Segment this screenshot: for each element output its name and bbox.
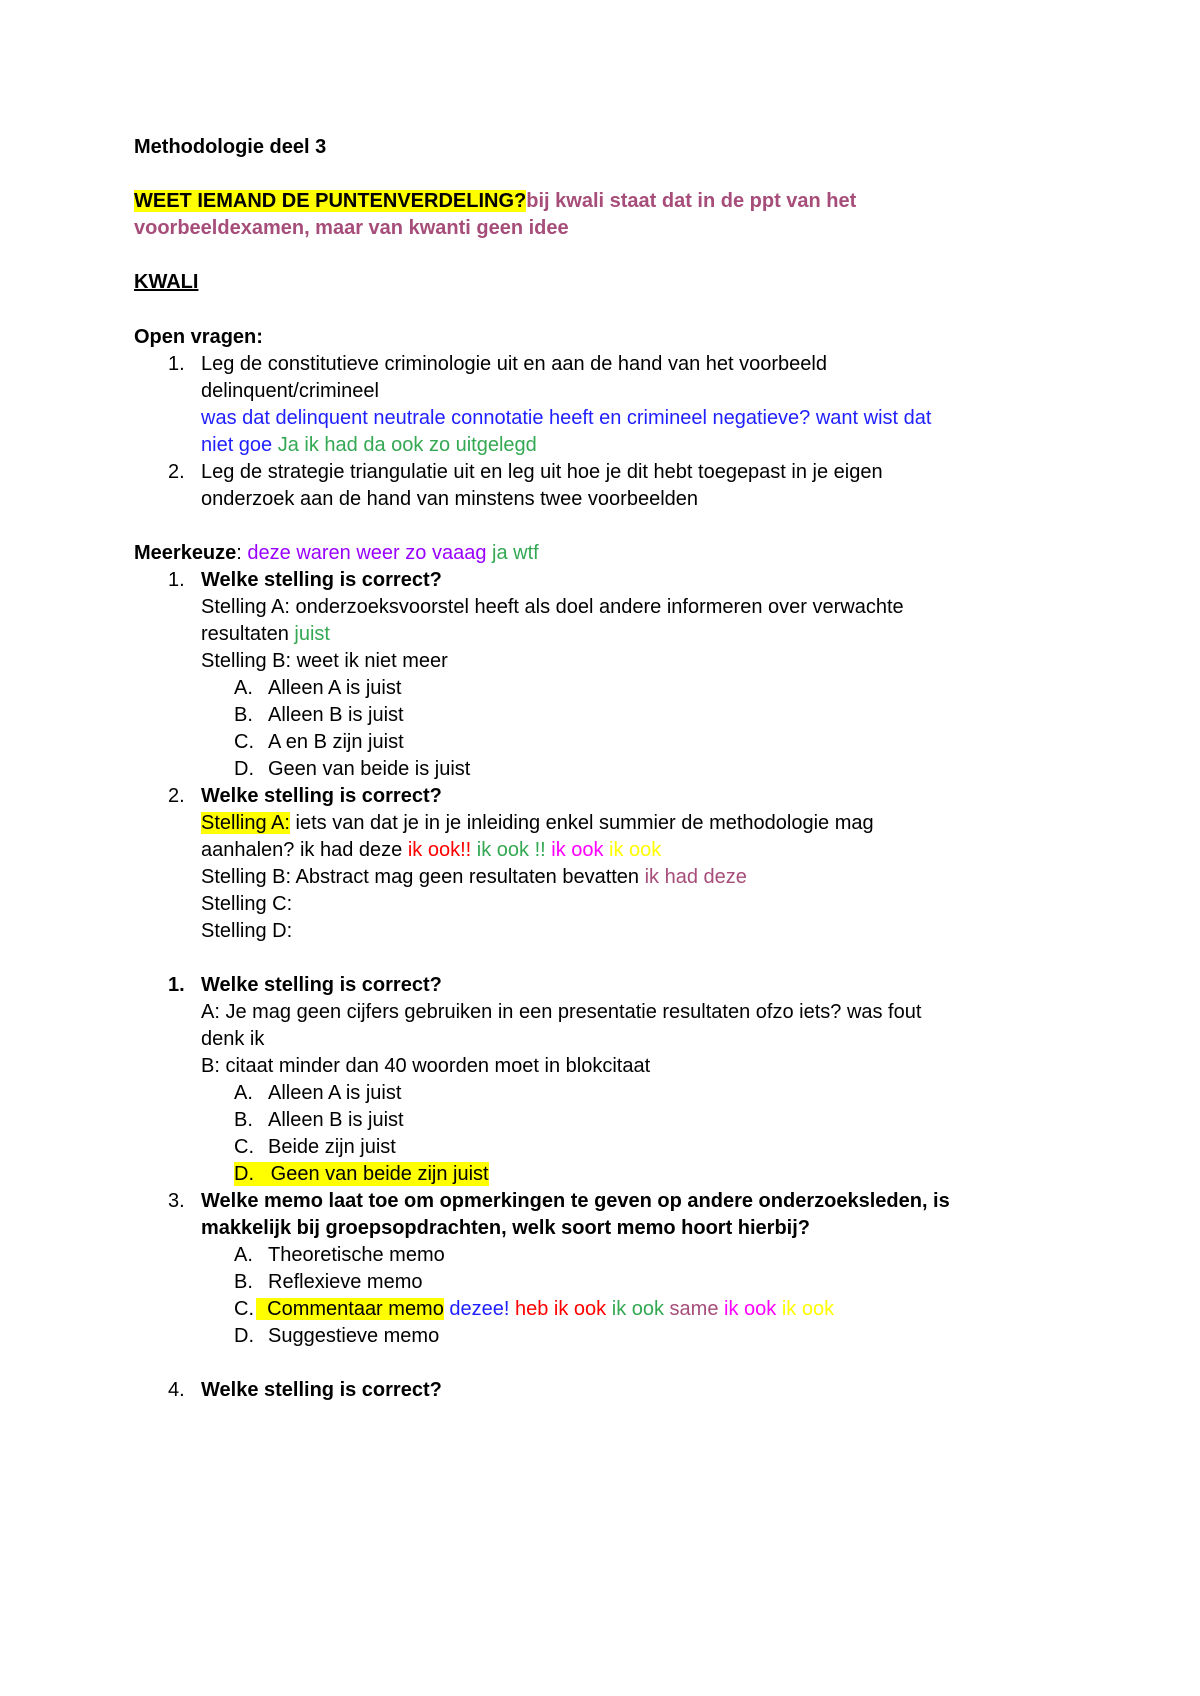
- mc-q3-option-a: Alleen A is juist: [268, 1082, 402, 1104]
- mc-q3-option-d-highlight: [234, 1162, 489, 1186]
- mc-q3-option-c: Beide zijn juist: [268, 1136, 396, 1158]
- open-q2-line-1: Leg de strategie triangulatie uit en leg uit hoe je dit hebt toegepast in je eigen: [201, 461, 883, 483]
- mc-q2-number: 2.: [168, 785, 185, 807]
- mc-q2-stelling-b-reply: ik had deze: [644, 866, 747, 888]
- mc-q4-reply-3: ik ook: [606, 1298, 664, 1320]
- mc-q4-reply-2: heb ik ook: [509, 1298, 607, 1320]
- mc-q3-b: B: citaat minder dan 40 woorden moet in blokcitaat: [201, 1055, 651, 1077]
- mc-q1-stelling-b: Stelling B: weet ik niet meer: [201, 650, 448, 672]
- points-answer-line-2: voorbeeldexamen, maar van kwanti geen idee: [134, 217, 569, 239]
- mc-q1-option-b: Alleen B is juist: [268, 704, 404, 726]
- mc-q1-option-c: A en B zijn juist: [268, 731, 404, 753]
- mc-q4-reply-1: dezee!: [443, 1298, 510, 1320]
- mc-q4-line-2: makkelijk bij groepsopdrachten, welk soort memo hoort hierbij?: [201, 1217, 811, 1239]
- open-q2-number: 2.: [168, 461, 185, 483]
- mc-q2-title: Welke stelling is correct?: [201, 785, 442, 807]
- mc-q1-option-a-letter: A.: [234, 677, 253, 699]
- mc-q3-a-2: denk ik: [201, 1028, 265, 1050]
- open-q1-comment-2: niet goe: [201, 434, 273, 456]
- mc-q1-option-c-letter: C.: [234, 731, 254, 753]
- mc-q2-stelling-a-label: Stelling A:: [201, 812, 290, 834]
- open-questions-heading: Open vragen:: [134, 326, 263, 348]
- mc-q3-a-1: A: Je mag geen cijfers gebruiken in een presentatie resultaten ofzo iets? was fout: [201, 1001, 922, 1023]
- mc-q1-title: Welke stelling is correct?: [201, 569, 442, 591]
- open-q1-comment-line-2: [201, 433, 537, 457]
- mc-q2-stelling-d: Stelling D:: [201, 920, 293, 942]
- mc-q1-option-d-letter: D.: [234, 758, 254, 780]
- mc-q4-reply-5: ik ook: [718, 1298, 777, 1320]
- points-question: WEET IEMAND DE PUNTENVERDELING?: [134, 190, 527, 212]
- mc-q2-stelling-b: Stelling B: Abstract mag geen resultaten bevatten: [201, 866, 645, 888]
- section-heading-kwali: KWALI: [134, 271, 199, 293]
- mc-q2-stelling-a-1: iets van dat je in je inleiding enkel summier de methodologie mag: [289, 812, 874, 834]
- mc-q4-option-d-letter: D.: [234, 1325, 254, 1347]
- open-q1-line-1: Leg de constitutieve criminologie uit en aan de hand van het voorbeeld: [201, 353, 827, 375]
- mc-q3-option-d-letter: D.: [234, 1163, 254, 1185]
- mc-q4-number: 3.: [168, 1190, 185, 1212]
- mc-reply: ja wtf: [486, 542, 539, 564]
- mc-heading-line: [134, 541, 539, 565]
- open-q1-reply: Ja ik had da ook zo uitgelegd: [272, 434, 537, 456]
- mc-q2-stelling-a-2: aanhalen? ik had deze: [201, 839, 408, 861]
- mc-q1-stelling-a-line-2: [201, 622, 330, 646]
- mc-q1-number: 1.: [168, 569, 185, 591]
- mc-q1-option-b-letter: B.: [234, 704, 253, 726]
- mc-q4-option-a-letter: A.: [234, 1244, 253, 1266]
- mc-q2-reply-2: ik ook !!: [471, 839, 546, 861]
- mc-q1-stelling-a-1: Stelling A: onderzoeksvoorstel heeft als doel andere informeren over verwachte: [201, 596, 904, 618]
- open-q1-line-2: delinquent/crimineel: [201, 380, 379, 402]
- mc-q3-option-c-letter: C.: [234, 1136, 254, 1158]
- mc-q3-option-d: Geen van beide zijn juist: [270, 1163, 489, 1185]
- mc-q4-option-c-letter: C.: [234, 1298, 254, 1320]
- mc-q2-reply-4: ik ook: [603, 839, 662, 861]
- mc-q1-reply: juist: [294, 623, 330, 645]
- open-q1-comment-1: was dat delinquent neutrale connotatie heeft en crimineel negatieve? want wist dat: [201, 407, 932, 429]
- mc-q4-option-c-line: [256, 1297, 834, 1321]
- mc-q5-title: Welke stelling is correct?: [201, 1379, 442, 1401]
- mc-q2-stelling-a-line-1: [201, 811, 874, 835]
- mc-q4-line-1: Welke memo laat toe om opmerkingen te geven op andere onderzoeksleden, is: [201, 1190, 950, 1212]
- mc-q3-number: 1.: [168, 974, 185, 996]
- mc-colon: :: [236, 542, 248, 564]
- document-title: Methodologie deel 3: [134, 136, 327, 158]
- mc-q4-option-a: Theoretische memo: [268, 1244, 445, 1266]
- mc-q1-stelling-a-2: resultaten: [201, 623, 295, 645]
- mc-q1-option-d: Geen van beide is juist: [268, 758, 471, 780]
- mc-q4-option-d: Suggestieve memo: [268, 1325, 440, 1347]
- intro-line-1: [134, 189, 856, 213]
- points-answer: bij kwali staat dat in de ppt van het: [526, 190, 857, 212]
- mc-q2-stelling-a-line-2: [201, 838, 661, 862]
- mc-q4-option-c-label: Commentaar memo: [267, 1298, 444, 1320]
- mc-q3-option-b-letter: B.: [234, 1109, 253, 1131]
- mc-q4-reply-4: same: [664, 1298, 719, 1320]
- mc-q2-reply-1: ik ook!!: [407, 839, 472, 861]
- mc-q4-option-c: [256, 1298, 444, 1320]
- mc-q1-option-a: Alleen A is juist: [268, 677, 402, 699]
- open-q2-line-2: onderzoek aan de hand van minstens twee voorbeelden: [201, 488, 699, 510]
- mc-q2-stelling-c: Stelling C:: [201, 893, 293, 915]
- mc-comment: deze waren weer zo vaaag: [247, 542, 487, 564]
- mc-q2-stelling-b-line: [201, 865, 747, 889]
- mc-q3-option-a-letter: A.: [234, 1082, 253, 1104]
- mc-q3-option-b: Alleen B is juist: [268, 1109, 404, 1131]
- mc-q3-title: Welke stelling is correct?: [201, 974, 442, 996]
- mc-q4-option-b: Reflexieve memo: [268, 1271, 423, 1293]
- mc-q5-number: 4.: [168, 1379, 185, 1401]
- mc-q4-reply-6: ik ook: [776, 1298, 835, 1320]
- mc-q4-option-b-letter: B.: [234, 1271, 253, 1293]
- open-q1-number: 1.: [168, 353, 185, 375]
- mc-heading: Meerkeuze: [134, 542, 237, 564]
- mc-q2-reply-3: ik ook: [545, 839, 604, 861]
